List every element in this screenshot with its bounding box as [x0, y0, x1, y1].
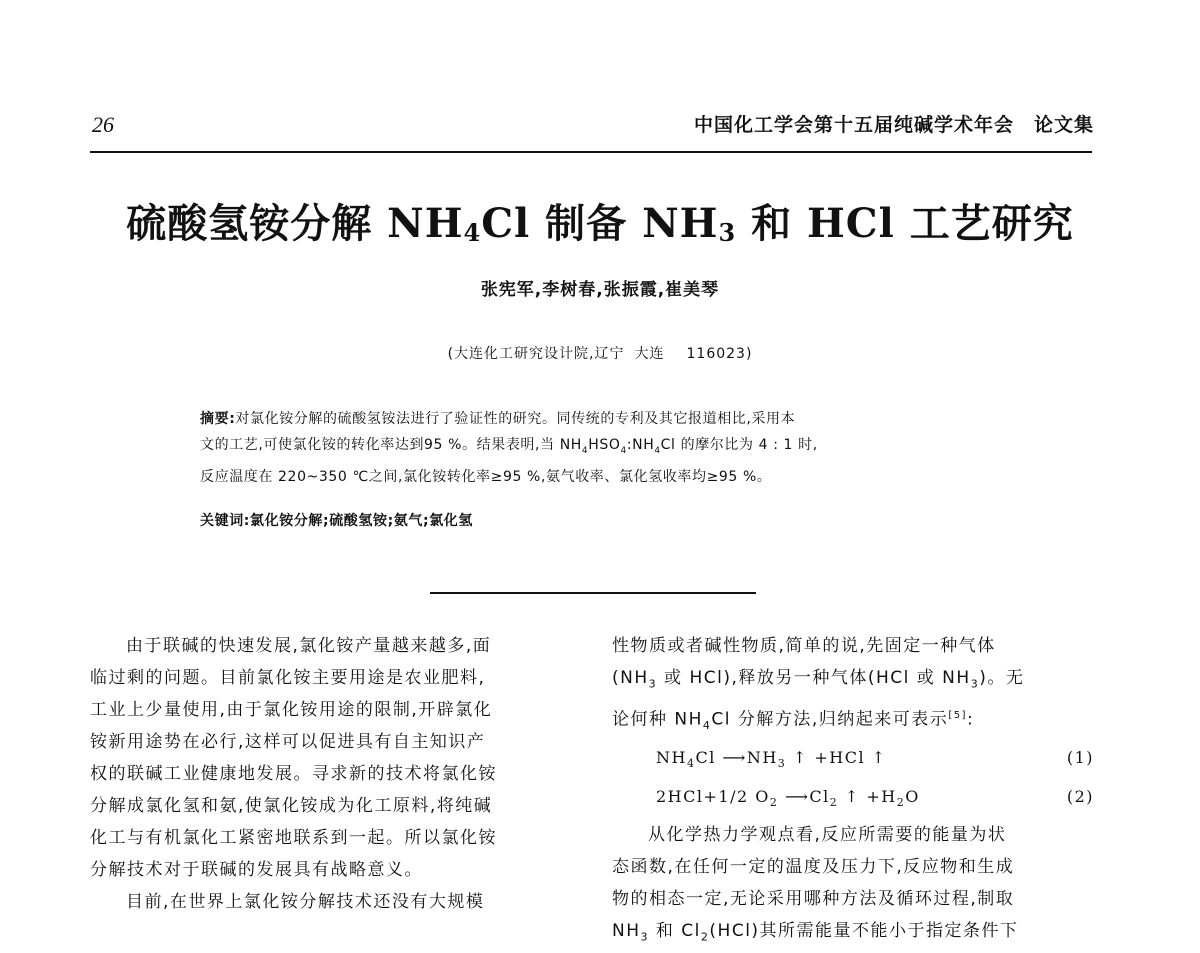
text-line: 铵新用途势在必行,这样可以促进具有自主知识产: [90, 732, 486, 752]
text-line: 论何种 $NH_4Cl$ 分解方法,归纳起来可表示[5]:: [612, 710, 975, 733]
abstract-line: 反应温度在 220~350 ℃之间,氯化铵转化率≥95 %,氨气收率、氯化氢收率均≥95 %。: [200, 468, 772, 485]
abstract: [200, 406, 1000, 490]
text-line: 分解技术对于联碱的发展具有战略意义。: [90, 860, 423, 880]
text-line: $NH_3$ 和 $Cl_2(HCl)$其所需能量不能小于指定条件下: [612, 920, 1019, 944]
page-number: 26: [92, 112, 114, 137]
equation-2: [612, 781, 1094, 819]
section-divider: [430, 592, 756, 594]
right-column: [612, 630, 1094, 953]
text-line: 权的联碱工业健康地发展。寻求新的技术将氯化铵: [90, 764, 497, 784]
text-line: 化工与有机氯化工紧密地联系到一起。所以氯化铵: [90, 828, 497, 848]
equation-1: [612, 742, 1094, 780]
equation-number: (2): [1066, 786, 1094, 806]
authors: 张宪军,李树春,张振霞,崔美琴: [480, 280, 720, 300]
text-line: 目前,在世界上氯化铵分解技术还没有大规模: [126, 892, 485, 912]
text-line: ($NH_3$ 或 HCl),释放另一种气体(HCl 或 $NH_3$)。无: [612, 668, 1025, 691]
equation-body: $NH_4Cl$ $⟶NH_3$ ↑ +HCl ↑: [656, 748, 887, 771]
text-line: 临过剩的问题。目前氯化铵主要用途是农业肥料,: [90, 668, 486, 688]
text-line: 性物质或者碱性物质,简单的说,先固定一种气体: [612, 636, 996, 656]
equation-body: 2HCl+1/2 $O_2$ $⟶Cl_2$ ↑ $+H_2O$: [656, 786, 920, 809]
text-line: 态函数,在任何一定的温度及压力下,反应物和生成: [612, 856, 1015, 877]
equation-number: (1): [1066, 748, 1094, 768]
header-rule: [90, 151, 1092, 153]
abstract-line: 摘要:对氯化铵分解的硫酸氢铵法进行了验证性的研究。同传统的专利及其它报道相比,采用本: [200, 411, 796, 427]
text-line: 由于联碱的快速发展,氯化铵产量越来越多,面: [126, 636, 492, 656]
keywords-label: 关键词:: [200, 513, 250, 529]
text-line: 物的相态一定,无论采用哪种方法及循环过程,制取: [612, 888, 1015, 909]
running-head: [694, 110, 1094, 137]
citation-ref: [5]: [948, 710, 967, 722]
text-line: 从化学热力学观点看,反应所需要的能量为状: [648, 824, 1007, 845]
keywords: 关键词:氯化铵分解;硫酸氢铵;氨气;氯化氢: [200, 513, 473, 529]
series-name: 论文集: [1033, 114, 1094, 136]
text-line: 分解成氯化氢和氨,使氯化铵成为化工原料,将纯碱: [90, 796, 493, 816]
paper-title: 硫酸氢铵分解 $NH_4Cl$ 制备 $NH_3$ 和 HCl 工艺研究: [126, 200, 1074, 247]
abstract-label: 摘要:: [200, 411, 236, 427]
text-line: 工业上少量使用,由于氯化铵用途的限制,开辟氯化: [90, 700, 493, 720]
left-column: [90, 630, 580, 918]
journal-name: 中国化工学会第十五届纯碱学术年会: [693, 114, 1014, 136]
abstract-line: 文的工艺,可使氯化铵的转化率达到95 %。结果表明,当 $NH_4HSO_4:NH_4Cl$ 的摩尔比为 4 : 1 时,: [200, 437, 818, 456]
affiliation: (大连化工研究设计院,辽宁 大连 116023): [447, 346, 753, 362]
